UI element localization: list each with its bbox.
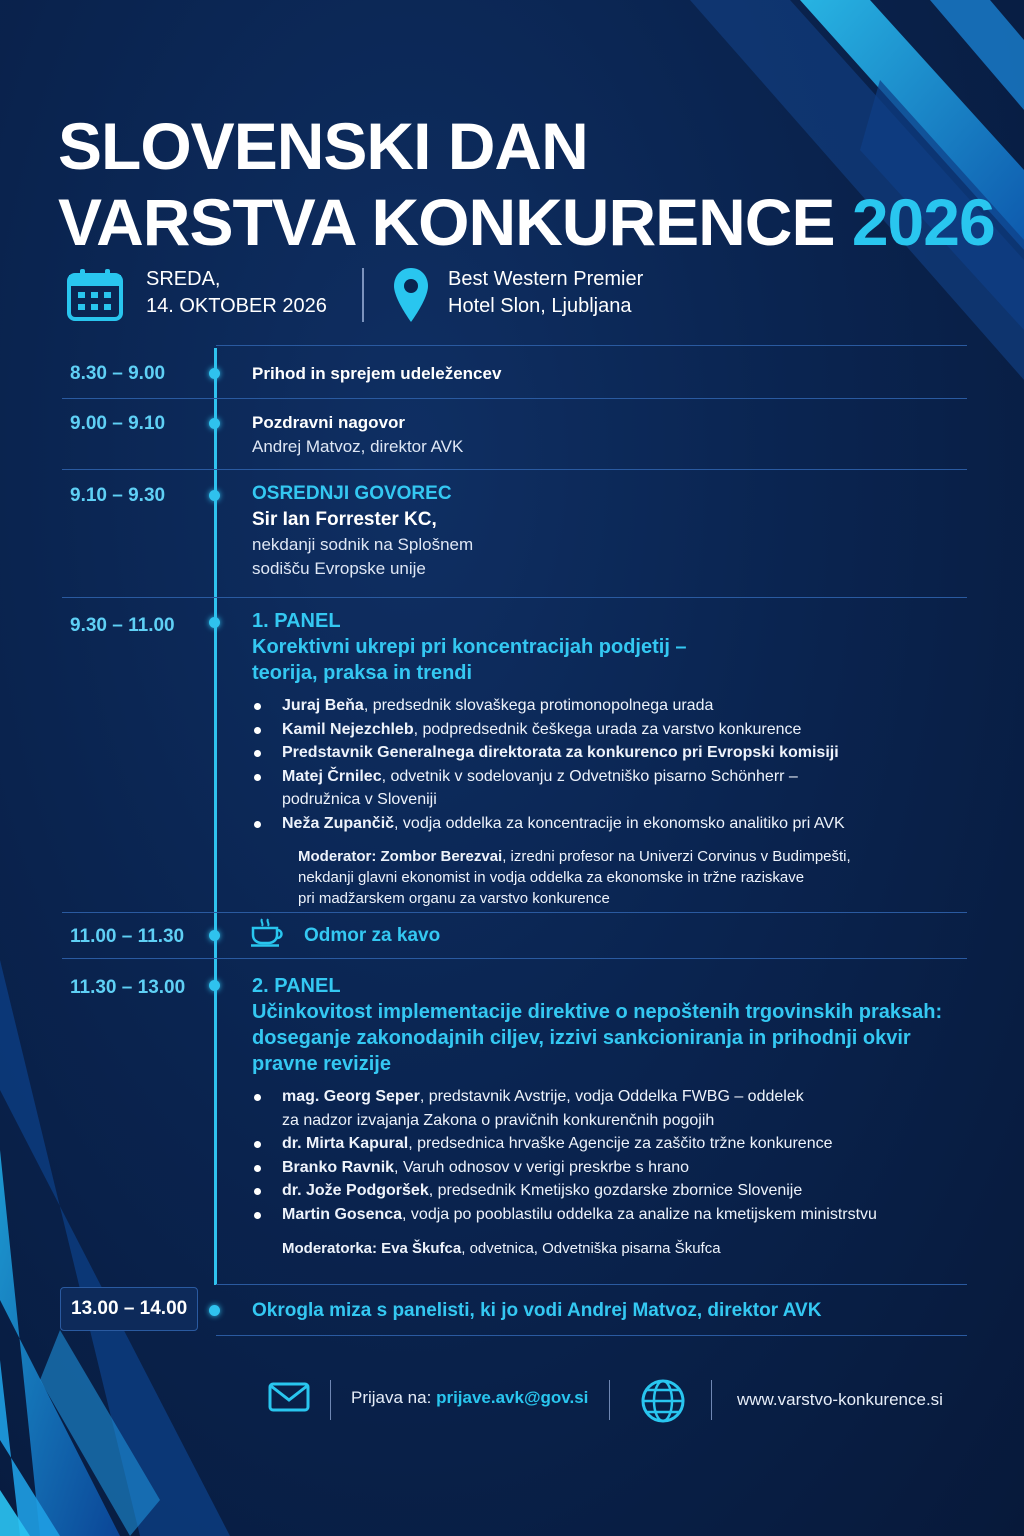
- agenda-item: [304, 924, 440, 948]
- panelist-list: [252, 694, 952, 835]
- footer-divider: [711, 1380, 712, 1420]
- website-link[interactable]: www.varstvo-konkurence.si: [737, 1390, 943, 1409]
- panel-label: 2. PANEL: [252, 975, 341, 997]
- agenda-item: [252, 362, 501, 386]
- agenda-item-subtitle: Andrej Matvoz, direktor AVK: [252, 437, 464, 456]
- panel-1: [252, 608, 952, 909]
- title-year: 2026: [851, 185, 995, 259]
- title-line-1: SLOVENSKI DAN: [58, 109, 588, 183]
- timeline-dot: [209, 617, 220, 628]
- agenda-item-title: Pozdravni nagovor: [252, 413, 406, 432]
- agenda-time: 9.30 – 11.00: [70, 615, 175, 636]
- footer-divider: [330, 1380, 331, 1420]
- agenda-item-title: Prihod in sprejem udeležencev: [252, 364, 502, 383]
- panel-title: pravne revizije: [252, 1053, 391, 1075]
- panel-title: doseganje zakonodajnih ciljev, izzivi sankcioniranja in prihodnji okvir: [252, 1027, 911, 1049]
- divider: [62, 958, 967, 959]
- agenda-item: [252, 411, 463, 459]
- divider: [216, 1284, 967, 1285]
- agenda-time: 9.00 – 9.10: [70, 413, 166, 434]
- list-item: Kamil Nejezchleb, podpredsednik češkega urada za varstvo konkurence: [252, 718, 952, 742]
- divider: [62, 597, 967, 598]
- keynote-speaker: Sir Ian Forrester KC,: [252, 509, 437, 530]
- panel-label: 1. PANEL: [252, 610, 341, 632]
- panel-title: teorija, praksa in trendi: [252, 662, 473, 684]
- list-item: Juraj Beňa, predsednik slovaškega protimonopolnega urada: [252, 694, 952, 718]
- agenda-item: [252, 1299, 821, 1323]
- list-item: mag. Georg Seper, predstavnik Avstrije, vodja Oddelka FWBG – oddelek za nadzor izvajanja Zakona o pravičnih konkurenčnih pogojih: [252, 1085, 972, 1132]
- location-pin-icon: [392, 266, 430, 324]
- agenda-item-title: Odmor za kavo: [304, 925, 441, 946]
- event-title: [58, 108, 995, 260]
- info-divider: [362, 268, 364, 322]
- timeline-line: [214, 348, 217, 1285]
- agenda-time: 11.30 – 13.00: [70, 977, 186, 998]
- event-date: SREDA, 14. OKTOBER 2026: [146, 268, 327, 317]
- divider: [62, 398, 967, 399]
- agenda-time: 9.10 – 9.30: [70, 485, 166, 506]
- list-item: Branko Ravnik, Varuh odnosov v verigi preskrbe s hrano: [252, 1156, 972, 1180]
- panelist-list: [252, 1085, 972, 1226]
- agenda-item-title: Okrogla miza s panelisti, ki jo vodi Andrej Matvoz, direktor AVK: [252, 1300, 822, 1321]
- panel-2: [252, 973, 972, 1259]
- footer-divider: [609, 1380, 610, 1420]
- divider: [216, 1335, 967, 1336]
- globe-icon: [640, 1378, 686, 1424]
- timeline-dot: [209, 418, 220, 429]
- registration: Prijava na: prijave.avk@gov.si: [351, 1388, 589, 1407]
- agenda-item: [252, 482, 473, 581]
- moderator: Moderatorka: Eva Škufca, odvetnica, Odvetniška pisarna Škufca: [282, 1240, 721, 1257]
- moderator: Moderator: Zombor Berezvai, izredni profesor na Univerzi Corvinus v Budimpešti, nekdanji glavni ekonomist in vodja oddelka za ekonomske in tržne raziskave pri madžarskem organu za varstvo konkurence: [298, 848, 851, 907]
- panel-title: Učinkovitost implementacije direktive o nepoštenih trgovinskih praksah:: [252, 1001, 943, 1023]
- divider: [62, 912, 967, 913]
- agenda-time: 13.00 – 14.00: [60, 1287, 198, 1331]
- agenda-time: 11.00 – 11.30: [70, 926, 185, 947]
- list-item: Matej Črnilec, odvetnik v sodelovanju z Odvetniško pisarno Schönherr – podružnica v Sloveniji: [252, 765, 952, 812]
- timeline-dot: [209, 980, 220, 991]
- timeline-dot: [209, 368, 220, 379]
- divider: [62, 469, 967, 470]
- agenda-item-subtitle: sodišču Evropske unije: [252, 559, 426, 578]
- agenda-item-subtitle: nekdanji sodnik na Splošnem: [252, 535, 474, 554]
- list-item: Martin Gosenca, vodja po pooblastilu oddelka za analize na kmetijskem ministrstvu: [252, 1203, 972, 1227]
- title-line-2: VARSTVA KONKURENCE 2026: [58, 185, 995, 259]
- coffee-cup-icon: [250, 917, 286, 947]
- timeline-dot: [209, 1305, 220, 1316]
- list-item: Predstavnik Generalnega direktorata za konkurenco pri Evropski komisiji: [252, 741, 952, 765]
- calendar-icon: [66, 268, 124, 322]
- mail-icon: [268, 1382, 310, 1412]
- list-item: dr. Mirta Kapural, predsednica hrvaške Agencije za zaščito tržne konkurence: [252, 1132, 972, 1156]
- panel-title: Korektivni ukrepi pri koncentracijah podjetij –: [252, 636, 687, 658]
- divider: [216, 345, 967, 346]
- timeline-dot: [209, 930, 220, 941]
- keynote-label: OSREDNJI GOVOREC: [252, 483, 452, 504]
- list-item: Neža Zupančič, vodja oddelka za koncentracije in ekonomsko analitiko pri AVK: [252, 812, 952, 836]
- registration-email-link[interactable]: prijave.avk@gov.si: [436, 1388, 589, 1407]
- timeline-dot: [209, 490, 220, 501]
- event-venue: Best Western Premier Hotel Slon, Ljubljana: [448, 268, 644, 317]
- list-item: dr. Jože Podgoršek, predsednik Kmetijsko gozdarske zbornice Slovenije: [252, 1179, 972, 1203]
- agenda-time: 8.30 – 9.00: [70, 363, 166, 384]
